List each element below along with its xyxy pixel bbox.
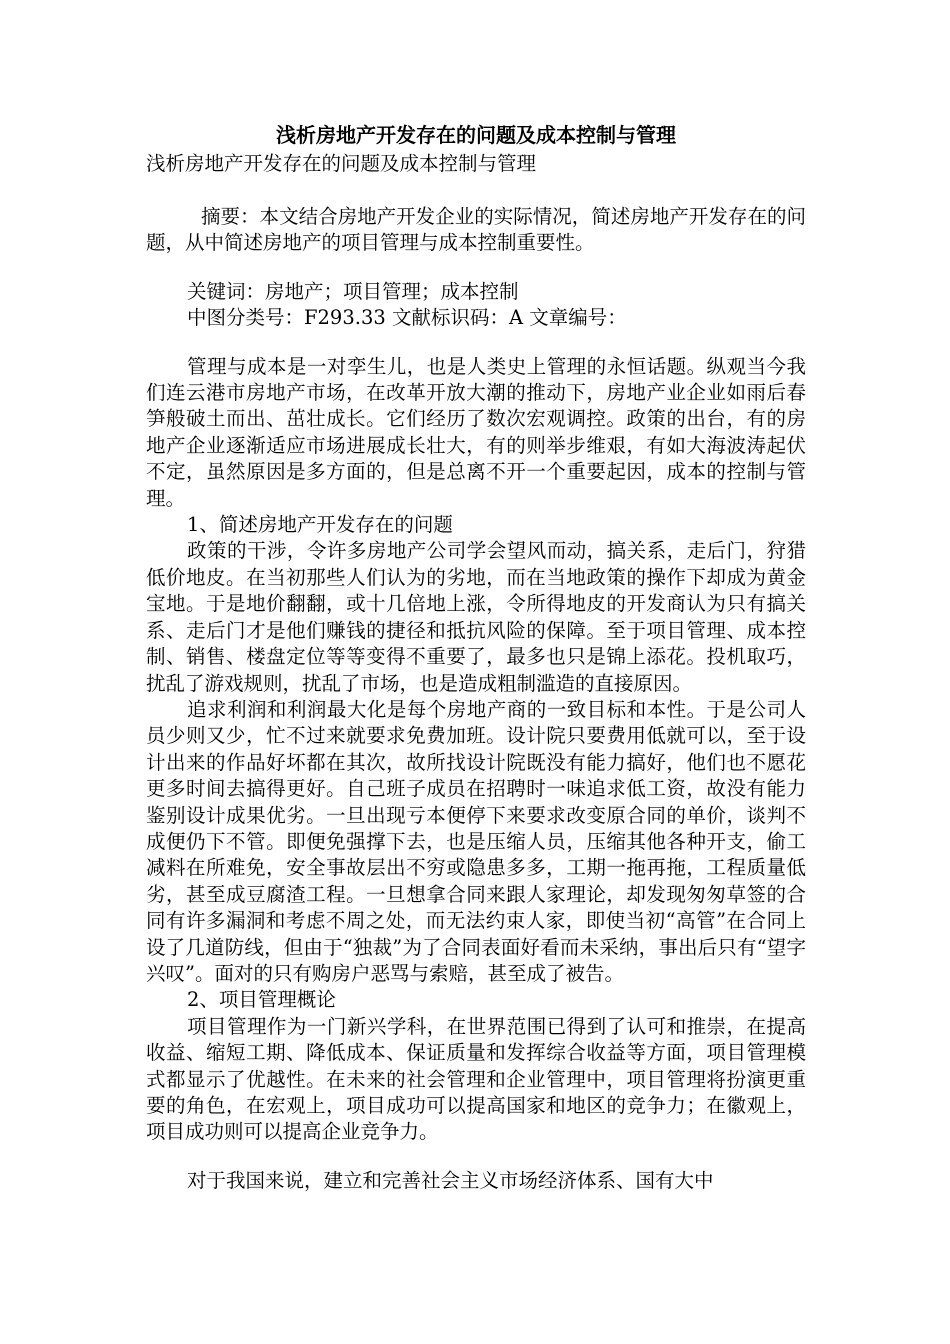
intro-paragraph: 管理与成本是一对孪生儿，也是人类史上管理的永恒话题。纵观当今我们连云港市房地产市场，在改革开放大潮的推动下，房地产业企业如雨后春笋般破土而出、茁壮成长。它们经历了数次宏观调控。政策的出台，有的房地产企业逐渐适应市场进展成长壮大，有的则举步维艰，有如大海波涛起伏不定，虽然原因是多方面的，但是总离不开一个重要起因，成本的控制与管理。 xyxy=(146,354,806,510)
section1-paragraph-1: 政策的干涉，令许多房地产公司学会望风而动，搞关系，走后门，狩猎低价地皮。在当初那些人们认为的劣地，而在当地政策的操作下却成为黄金宝地。于是地价翻翻，或十几倍地上涨，令所得地皮的开发商认为只有搞关系、走后门才是他们赚钱的捷径和抵抗风险的保障。至于项目管理、成本控制、销售、楼盘定位等等变得不重要了，最多也只是锦上添花。投机取巧，扰乱了游戏规则，扰乱了市场，也是造成粗制滥造的直接原因。 xyxy=(146,539,806,695)
document-title: 浅析房地产开发存在的问题及成本控制与管理 xyxy=(276,123,676,147)
spacer xyxy=(146,257,806,279)
spacer xyxy=(146,332,806,354)
spacer xyxy=(146,1146,806,1168)
section2-paragraph-2: 对于我国来说，建立和完善社会主义市场经济体系、国有大中 xyxy=(187,1168,714,1192)
section2-paragraph-1: 项目管理作为一门新兴学科，在世界范围已得到了认可和推崇，在提高收益、缩短工期、降低成本、保证质量和发挥综合收益等方面，项目管理模式都显示了优越性。在未来的社会管理和企业管理中，项目管理将扮演更重要的角色，在宏观上，项目成功可以提高国家和地区的竞争力；在徽观上，项目成功则可以提高企业竞争力。 xyxy=(146,1014,806,1144)
document-body xyxy=(146,120,806,1194)
keywords-line: 关键词：房地产；项目管理；成本控制 xyxy=(187,279,519,303)
section-heading-1: 1、简述房地产开发存在的问题 xyxy=(187,513,453,537)
section-heading-2: 2、项目管理概论 xyxy=(187,988,336,1012)
classification-line: 中图分类号：F293.33 文献标识码：A 文章编号： xyxy=(187,306,627,330)
abstract-paragraph: 摘要：本文结合房地产开发企业的实际情况，简述房地产开发存在的问题，从中简述房地产的项目管理与成本控制重要性。 xyxy=(146,205,806,255)
document-subtitle: 浅析房地产开发存在的问题及成本控制与管理 xyxy=(146,152,537,175)
spacer xyxy=(146,178,806,204)
section1-paragraph-2: 追求利润和利润最大化是每个房地产商的一致目标和本性。于是公司人员少则又少，忙不过来就要求免费加班。设计院只要费用低就可以，至于设计出来的作品好坏都在其次，故所找设计院既没有能力搞好，他们也不愿花更多时间去搞得更好。自己班子成员在招聘时一味追求低工资，故没有能力鉴别设计成果优劣。一旦出现亏本便停下来要求改变原合同的单价，谈判不成便仍下不管。即便免强撑下去，也是压缩人员，压缩其他各种开支，偷工减料在所难免，安全事故层出不穷或隐患多多，工期一拖再拖，工程质量低劣，甚至成豆腐渣工程。一旦想拿合同来跟人家理论，却发现匆匆草签的合同有许多漏洞和考虑不周之处，而无法约束人家，即使当初“高管”在合同上设了几道防线，但由于“独裁”为了合同表面好看而未采纳，事出后只有“望字兴叹”。面对的只有购房户恶骂与索赔，甚至成了被告。 xyxy=(146,697,806,985)
